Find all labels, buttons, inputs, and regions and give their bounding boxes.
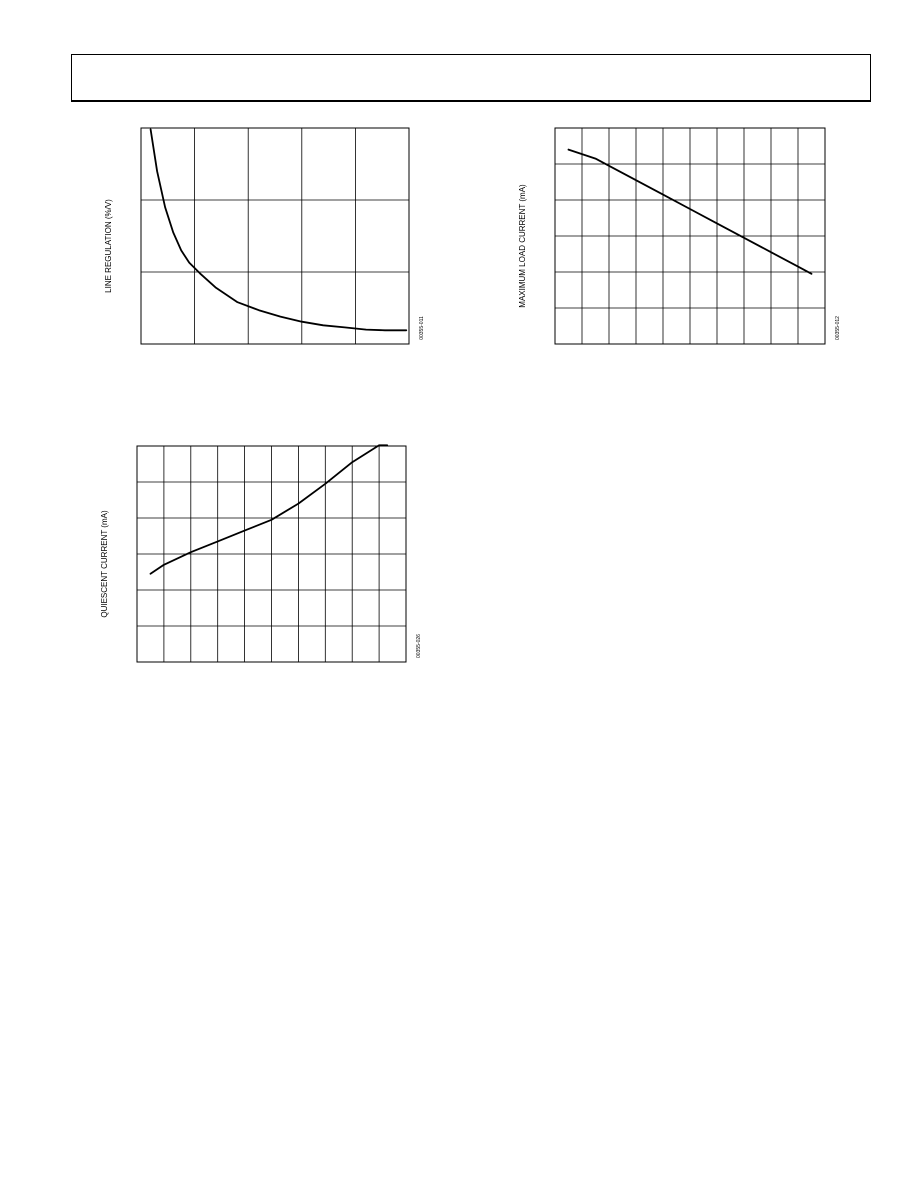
series-line — [151, 445, 388, 574]
plot-frame — [141, 128, 409, 344]
maximum-load-current-chart — [515, 118, 845, 358]
y-axis-label: MAXIMUM LOAD CURRENT (mA) — [518, 184, 527, 308]
page-header-box — [71, 54, 871, 102]
figure-code: 00355-026 — [416, 634, 422, 658]
y-axis-label: LINE REGULATION (%/V) — [104, 199, 113, 293]
series-line — [151, 129, 407, 330]
y-axis-label: QUIESCENT CURRENT (mA) — [100, 510, 109, 618]
figure-code: 00355-011 — [419, 316, 425, 340]
quiescent-current-chart — [97, 436, 427, 676]
figure-code: 00355-012 — [835, 316, 841, 340]
line-regulation-chart — [100, 118, 430, 358]
